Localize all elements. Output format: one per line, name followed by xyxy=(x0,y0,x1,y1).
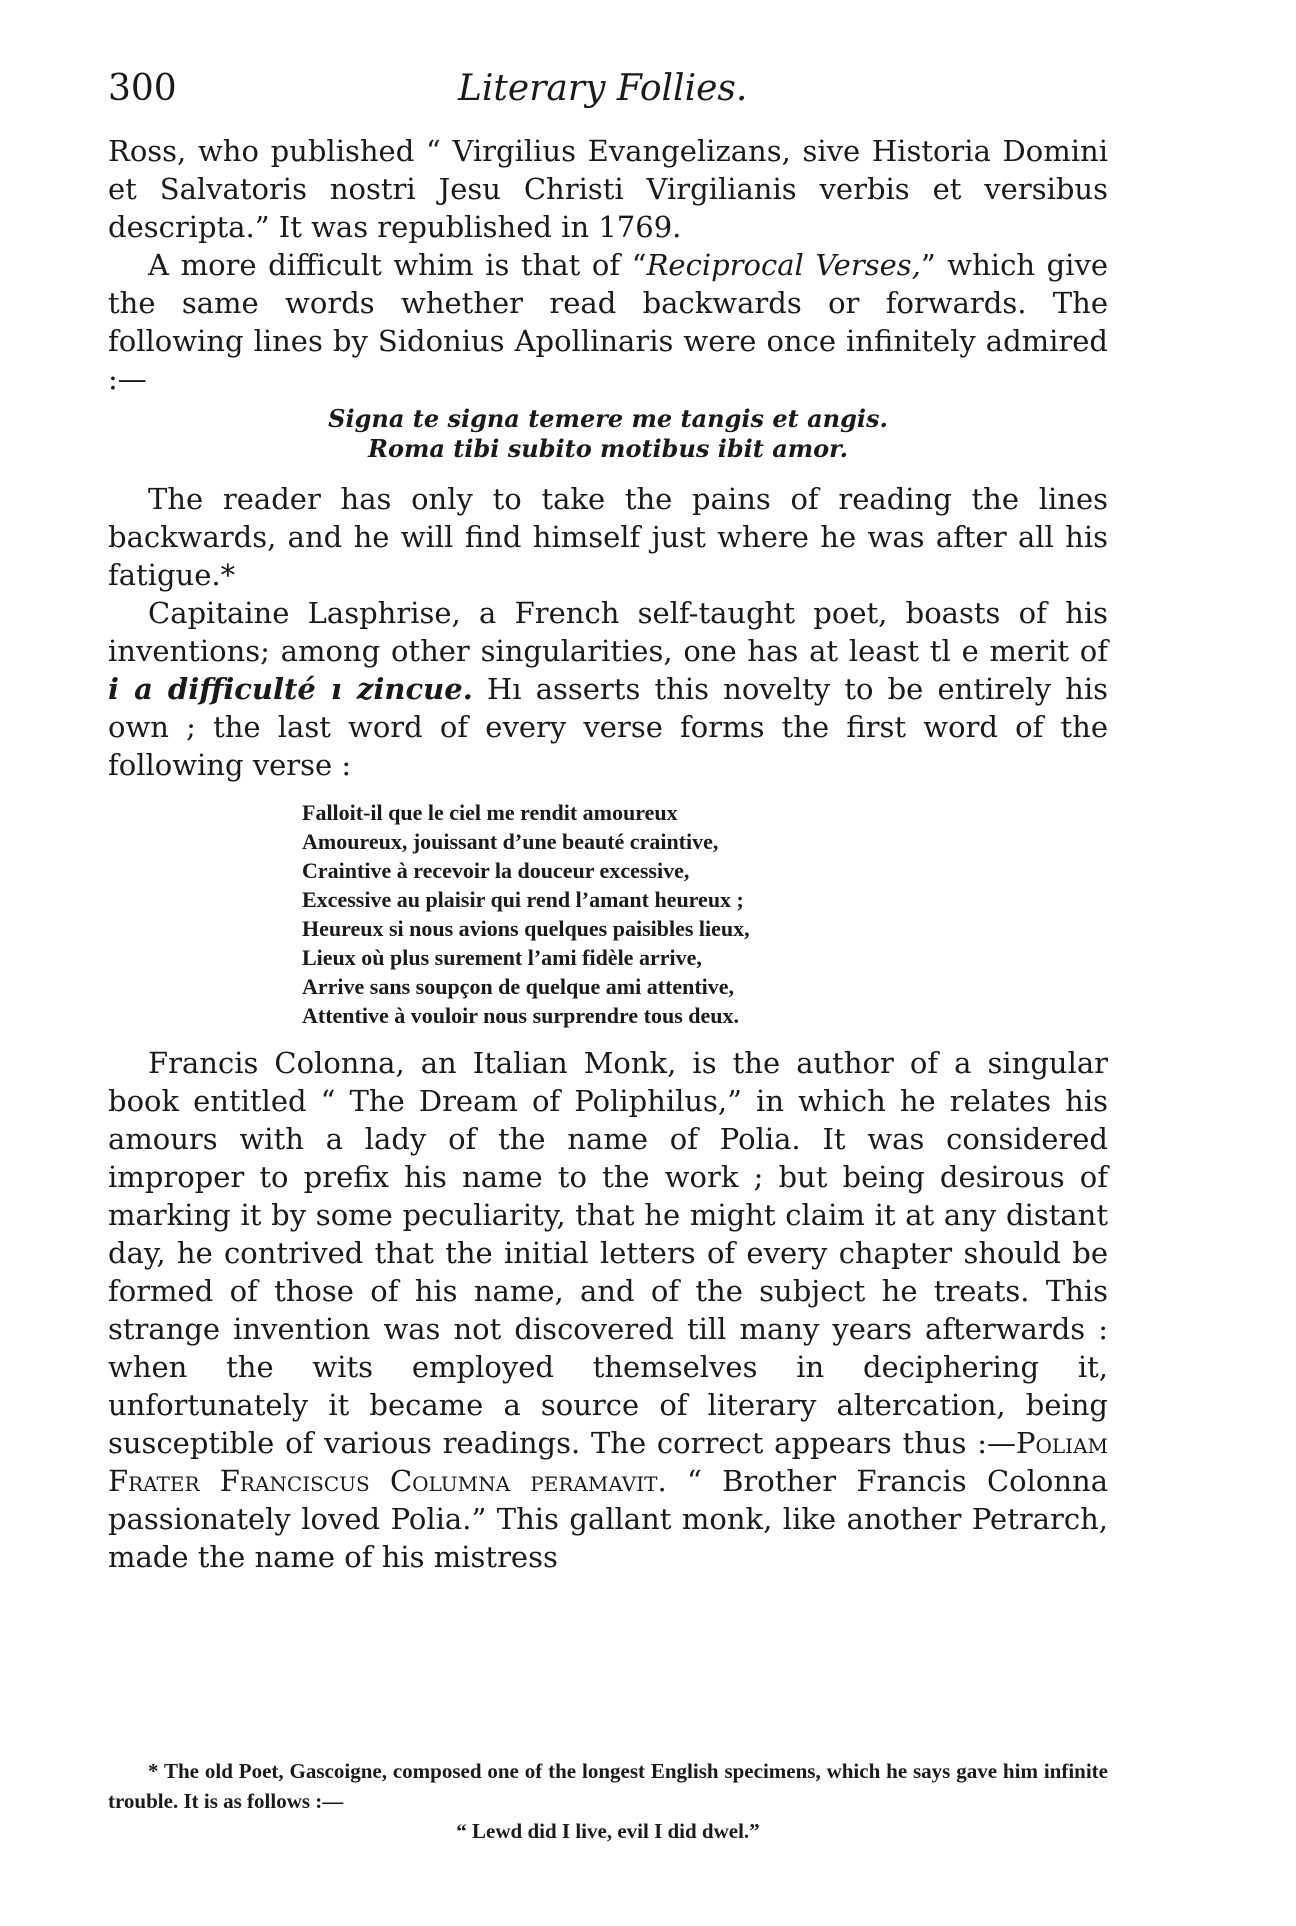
paragraph-colonna xyxy=(108,1044,1108,1576)
verse-line: Lieux où plus surement l’ami fidèle arrive, xyxy=(302,945,702,970)
paragraph-text: Hı asserts this novelty to be entirely his own ; the last word of every verse forms the first word of the following verse : xyxy=(108,672,1108,782)
paragraph-text: “ Brother Francis Colonna passionately loved Polia.” This gallant monk, like another Petrarch, made the name of his mistress xyxy=(108,1464,1108,1574)
french-verses xyxy=(302,798,1108,1030)
verse-line: Craintive à recevoir la douceur excessive, xyxy=(302,858,690,883)
footnote xyxy=(108,1756,1108,1846)
paragraph-reader: The reader has only to take the pains of reading the lines backwards, and he will find himself just where he was after all his fatigue.* xyxy=(108,482,1108,592)
paragraph-text: Francis Colonna, an Italian Monk, is the author of a singular book entitled “ The Dream of Poliphilus,” in which he relates his amours with a lady of the name of Polia. It was considered improper to prefix his name to the work ; but being desirous of marking it by some peculiarity, that he might claim it at any distant day, he contrived that the initial letters of every chapter should be formed of those of his name, and of the subject he treats. This strange invention was not discovered till many years afterwards : when the wits employed themselves in deciphering it, unfortunately it became a source of literary altercation, being susceptible of various readings. The correct appears thus :— xyxy=(108,1046,1108,1460)
verse-line: Amoureux, jouissant d’une beauté craintive, xyxy=(302,829,719,854)
verse-line: Roma tibi subito motibus ibit amor. xyxy=(368,434,848,463)
footnote-quote: “ Lewd did I live, evil I did dwel.” xyxy=(456,1819,760,1843)
paragraph-ross: Ross, who published “ Virgilius Evangelizans, sive Historia Domini et Salvatoris nostri Jesu Christi Virgilianis verbis et versibus descripta.” It was republished in 1769. xyxy=(108,134,1108,244)
body-text xyxy=(108,132,1108,1576)
verse-line: Excessive au plaisir qui rend l’amant heureux ; xyxy=(302,887,744,912)
footnote-text: * The old Poet, Gascoigne, composed one of the longest English specimens, which he says gave him infinite trouble. It is as follows :— xyxy=(108,1759,1108,1813)
running-title: Literary Follies. xyxy=(458,68,748,109)
page-number: 300 xyxy=(108,68,177,109)
italic-phrase: i a difficulté ı zincue. xyxy=(108,672,473,706)
verse-line: Attentive à vouloir nous surprendre tous deux. xyxy=(302,1003,739,1028)
latin-verses xyxy=(108,404,1108,464)
paragraph-text: Capitaine Lasphrise, a French self-taught poet, boasts of his inventions; among other singularities, one has at least tl e merit of xyxy=(108,596,1108,668)
small-caps-phrase: Poliam Frater Franciscus Columna peramavit. xyxy=(108,1426,1108,1498)
paragraph-reciprocal-verses xyxy=(108,246,1108,398)
italic-phrase: Reciprocal Verses, xyxy=(646,248,921,282)
verse-line: Arrive sans soupçon de quelque ami attentive, xyxy=(302,974,735,999)
paragraph-text: ” which give the same words whether read backwards or forwards. The following lines by Sidonius Apollinaris were once infinitely admired :— xyxy=(108,248,1109,396)
page-header xyxy=(108,68,1108,124)
paragraph-lasphrise xyxy=(108,594,1108,784)
verse-line: Signa te signa temere me tangis et angis. xyxy=(328,404,888,433)
verse-line: Falloit-il que le ciel me rendit amoureux xyxy=(302,800,678,825)
verse-line: Heureux si nous avions quelques paisibles lieux, xyxy=(302,916,750,941)
paragraph-text: A more difficult whim is that of “ xyxy=(148,248,647,282)
